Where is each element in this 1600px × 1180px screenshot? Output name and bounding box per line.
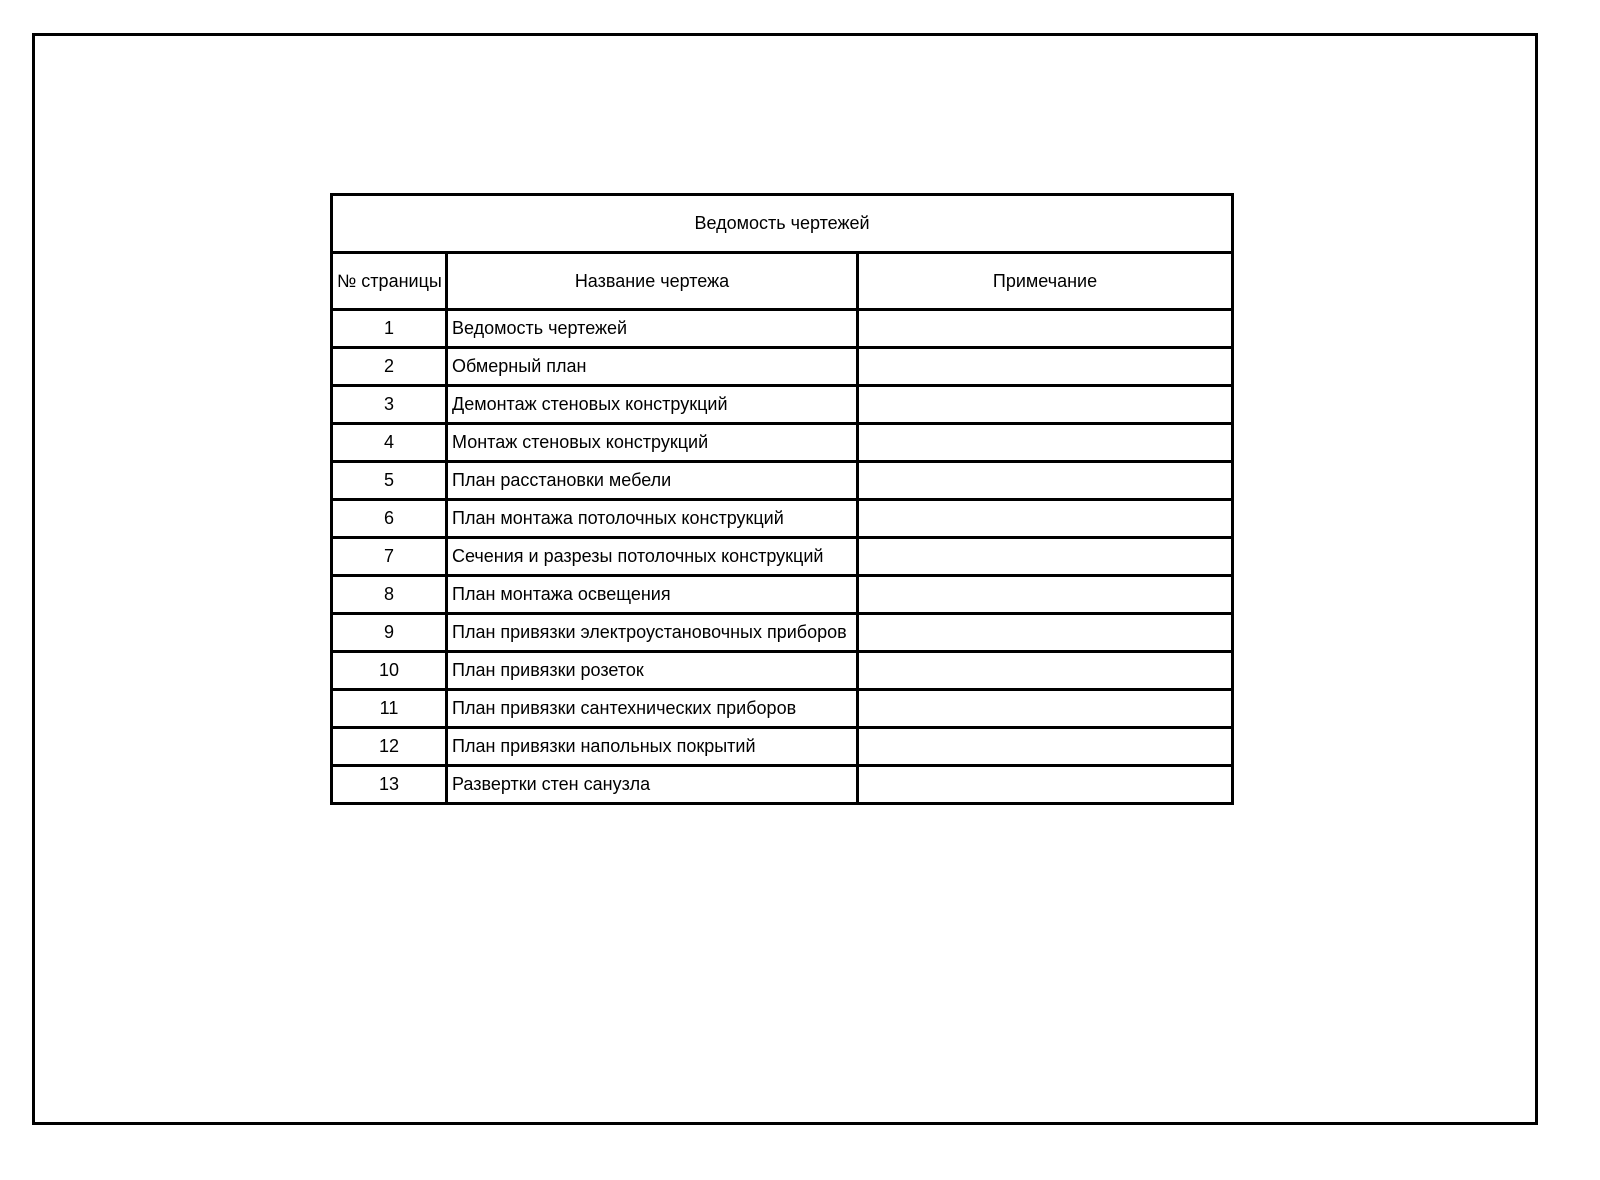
drawing-name-cell: План привязки розеток [447,652,858,690]
table-row [332,576,1233,614]
note-cell [858,576,1233,614]
table-row [332,538,1233,576]
header-drawing-name: Название чертежа [447,253,858,310]
note-cell [858,766,1233,804]
table-row [332,348,1233,386]
note-cell [858,538,1233,576]
drawing-name-cell: Сечения и разрезы потолочных конструкций [447,538,858,576]
page-number-cell: 9 [332,614,447,652]
drawing-name-cell: План привязки электроустановочных приборов [447,614,858,652]
table-row [332,310,1233,348]
note-cell [858,424,1233,462]
drawing-name-cell: План привязки напольных покрытий [447,728,858,766]
page-number-cell: 7 [332,538,447,576]
table-row [332,652,1233,690]
table-row [332,462,1233,500]
note-cell [858,690,1233,728]
note-cell [858,728,1233,766]
table-row [332,500,1233,538]
table-header-row [332,253,1233,310]
page-number-cell: 8 [332,576,447,614]
table-row [332,424,1233,462]
drawing-list-table [330,193,1234,805]
note-cell [858,614,1233,652]
note-cell [858,500,1233,538]
note-cell [858,310,1233,348]
page-number-cell: 13 [332,766,447,804]
page-number-cell: 5 [332,462,447,500]
drawing-name-cell: Демонтаж стеновых конструкций [447,386,858,424]
page-number-cell: 4 [332,424,447,462]
page-number-cell: 12 [332,728,447,766]
page-number-cell: 10 [332,652,447,690]
note-cell [858,348,1233,386]
table-row [332,728,1233,766]
page-number-cell: 6 [332,500,447,538]
table-row [332,386,1233,424]
header-page-no: № страницы [332,253,447,310]
table-title: Ведомость чертежей [332,195,1233,253]
page-number-cell: 3 [332,386,447,424]
note-cell [858,652,1233,690]
table-row [332,614,1233,652]
drawing-name-cell: План монтажа потолочных конструкций [447,500,858,538]
drawing-name-cell: Развертки стен санузла [447,766,858,804]
page-number-cell: 11 [332,690,447,728]
drawing-name-cell: Обмерный план [447,348,858,386]
table-row [332,766,1233,804]
drawing-name-cell: План расстановки мебели [447,462,858,500]
drawing-name-cell: План монтажа освещения [447,576,858,614]
note-cell [858,386,1233,424]
drawing-name-cell: План привязки сантехнических приборов [447,690,858,728]
header-note: Примечание [858,253,1233,310]
note-cell [858,462,1233,500]
table-title-row [332,195,1233,253]
drawing-name-cell: Монтаж стеновых конструкций [447,424,858,462]
page-number-cell: 2 [332,348,447,386]
page-number-cell: 1 [332,310,447,348]
drawing-name-cell: Ведомость чертежей [447,310,858,348]
table-row [332,690,1233,728]
